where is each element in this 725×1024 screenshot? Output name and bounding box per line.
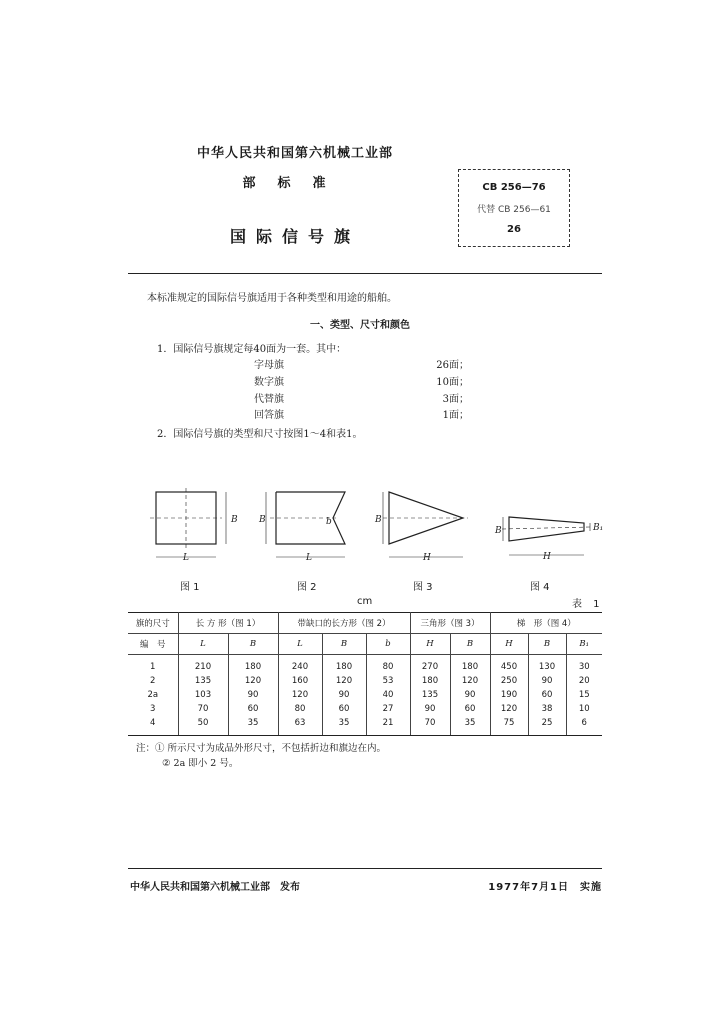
clause-2: 2．国际信号旗的类型和尺寸按图1～4和表1。 <box>157 429 363 440</box>
flag-type-count: 1面； <box>442 410 469 421</box>
footer-divider <box>128 868 602 869</box>
page-title: 国际信号旗 <box>229 227 360 246</box>
table-cell: 40 <box>366 688 410 702</box>
table-cell: 35 <box>450 716 490 736</box>
table-cell: 160 <box>278 674 322 688</box>
table-cell: 190 <box>490 688 528 702</box>
table-cell: 180 <box>322 655 366 675</box>
flag-type-name: 字母旗 <box>254 360 284 371</box>
table-cell: 60 <box>322 702 366 716</box>
figure-2-swallowtail <box>266 492 345 557</box>
replaces-code: 代替 CB 256—61 <box>477 205 551 215</box>
table-cell: 90 <box>228 688 278 702</box>
footer-effective-date: 1977年7月1日 实施 <box>488 882 602 893</box>
table-cell: 120 <box>322 674 366 688</box>
table-subheader-row <box>128 634 602 655</box>
fig1-dim-l: L <box>183 553 189 563</box>
subheader: L <box>278 634 322 655</box>
table-cell: 135 <box>410 688 450 702</box>
table-row <box>128 688 602 702</box>
subheader: B <box>450 634 490 655</box>
table-cell: 53 <box>366 674 410 688</box>
group-header: 带缺口的长方形（图 2） <box>278 613 410 634</box>
flag-figures <box>0 480 725 580</box>
group-header: 长 方 形（图 1） <box>178 613 278 634</box>
intro-paragraph: 本标准规定的国际信号旗适用于各种类型和用途的船舶。 <box>147 293 397 304</box>
footer-issuer: 中华人民共和国第六机械工业部 发布 <box>130 882 300 893</box>
table-cell: 70 <box>178 702 228 716</box>
fig3-dim-h: H <box>423 553 431 563</box>
flag-type-count: 10面； <box>436 377 469 388</box>
table-cell: 90 <box>322 688 366 702</box>
table-cell: 20 <box>566 674 602 688</box>
flag-type-name: 回答旗 <box>254 410 284 421</box>
figure-1-label: 图 1 <box>180 582 200 593</box>
flag-type-name: 数字旗 <box>254 377 284 388</box>
table-cell: 70 <box>410 716 450 736</box>
issuer-heading: 中华人民共和国第六机械工业部 <box>196 146 393 161</box>
table-cell: 180 <box>410 674 450 688</box>
table-row <box>128 674 602 688</box>
table-cell: 90 <box>410 702 450 716</box>
subheader: b <box>366 634 410 655</box>
table-cell: 80 <box>366 655 410 675</box>
table-cell: 120 <box>450 674 490 688</box>
note-2: ② 2a 即小 2 号。 <box>162 758 239 769</box>
section-title: 一、类型、尺寸和颜色 <box>310 320 410 331</box>
fig4-dim-b: B <box>495 526 502 536</box>
table-cell: 130 <box>528 655 566 675</box>
subheader: L <box>178 634 228 655</box>
clause-1: 1．国际信号旗规定每40面为一套。其中： <box>157 344 347 355</box>
row-number-cell: 3 <box>128 702 178 716</box>
table-cell: 135 <box>178 674 228 688</box>
flag-type-count: 26面； <box>436 360 469 371</box>
table-cell: 35 <box>228 716 278 736</box>
table-cell: 120 <box>278 688 322 702</box>
table-label: 表 1 <box>572 599 604 610</box>
fig2-dim-notch: b <box>326 517 332 527</box>
table-cell: 250 <box>490 674 528 688</box>
subheader: H <box>490 634 528 655</box>
table-cell: 120 <box>228 674 278 688</box>
table-cell: 38 <box>528 702 566 716</box>
table-cell: 15 <box>566 688 602 702</box>
row-number-cell: 1 <box>128 655 178 675</box>
table-header-row <box>128 613 602 634</box>
subheader: B <box>528 634 566 655</box>
flag-count-row <box>254 406 469 420</box>
table-cell: 60 <box>450 702 490 716</box>
table-cell: 75 <box>490 716 528 736</box>
corner-header-top: 旗的尺寸 <box>128 613 178 634</box>
flag-type-count: 3面； <box>442 394 469 405</box>
subheader: B <box>322 634 366 655</box>
table-cell: 90 <box>450 688 490 702</box>
table-cell: 180 <box>450 655 490 675</box>
table-cell: 10 <box>566 702 602 716</box>
flag-count-row <box>254 356 469 370</box>
table-cell: 180 <box>228 655 278 675</box>
fig2-dim-l: L <box>306 553 312 563</box>
standard-category: 部标准 <box>242 176 348 191</box>
table-row <box>128 655 602 675</box>
standard-code: CB 256—76 <box>482 182 546 193</box>
table-cell: 6 <box>566 716 602 736</box>
table-cell: 63 <box>278 716 322 736</box>
row-number-cell: 2a <box>128 688 178 702</box>
table-cell: 30 <box>566 655 602 675</box>
figure-4-label: 图 4 <box>530 582 550 593</box>
figure-3-label: 图 3 <box>413 582 433 593</box>
figure-3-triangle <box>383 492 468 557</box>
table-cell: 60 <box>228 702 278 716</box>
table-cell: 21 <box>366 716 410 736</box>
table-cell: 240 <box>278 655 322 675</box>
header-divider <box>128 273 602 274</box>
note-1: 注：① 所示尺寸为成品外形尺寸，不包括折边和旗边在内。 <box>136 743 387 754</box>
figure-1-rectangle <box>150 488 226 557</box>
standard-number-box <box>458 169 570 247</box>
subheader: B <box>228 634 278 655</box>
table-cell: 25 <box>528 716 566 736</box>
group-header: 梯 形（图 4） <box>490 613 602 634</box>
table-cell: 60 <box>528 688 566 702</box>
table-row <box>128 702 602 716</box>
table-cell: 50 <box>178 716 228 736</box>
unit-label: cm <box>357 596 373 607</box>
dimensions-table <box>128 612 602 736</box>
fig4-dim-h: H <box>543 552 551 562</box>
table-cell: 35 <box>322 716 366 736</box>
fig2-dim-b: B <box>259 515 266 525</box>
flag-count-row <box>254 390 469 404</box>
corner-header-bottom: 编 号 <box>128 634 178 655</box>
fig4-dim-b1: B₁ <box>593 523 604 533</box>
table-cell: 270 <box>410 655 450 675</box>
flag-type-name: 代替旗 <box>254 394 284 405</box>
group-header: 三角形（图 3） <box>410 613 490 634</box>
page-number: 26 <box>507 224 521 235</box>
table-cell: 450 <box>490 655 528 675</box>
subheader: B₁ <box>566 634 602 655</box>
figure-2-label: 图 2 <box>297 582 317 593</box>
table-cell: 120 <box>490 702 528 716</box>
row-number-cell: 4 <box>128 716 178 736</box>
table-row <box>128 716 602 736</box>
fig1-dim-b: B <box>231 515 238 525</box>
table-cell: 27 <box>366 702 410 716</box>
fig3-dim-b: B <box>375 515 382 525</box>
figure-4-trapezoid <box>502 517 590 555</box>
table-cell: 90 <box>528 674 566 688</box>
flag-count-row <box>254 373 469 387</box>
subheader: H <box>410 634 450 655</box>
table-cell: 80 <box>278 702 322 716</box>
table-cell: 103 <box>178 688 228 702</box>
row-number-cell: 2 <box>128 674 178 688</box>
table-cell: 210 <box>178 655 228 675</box>
